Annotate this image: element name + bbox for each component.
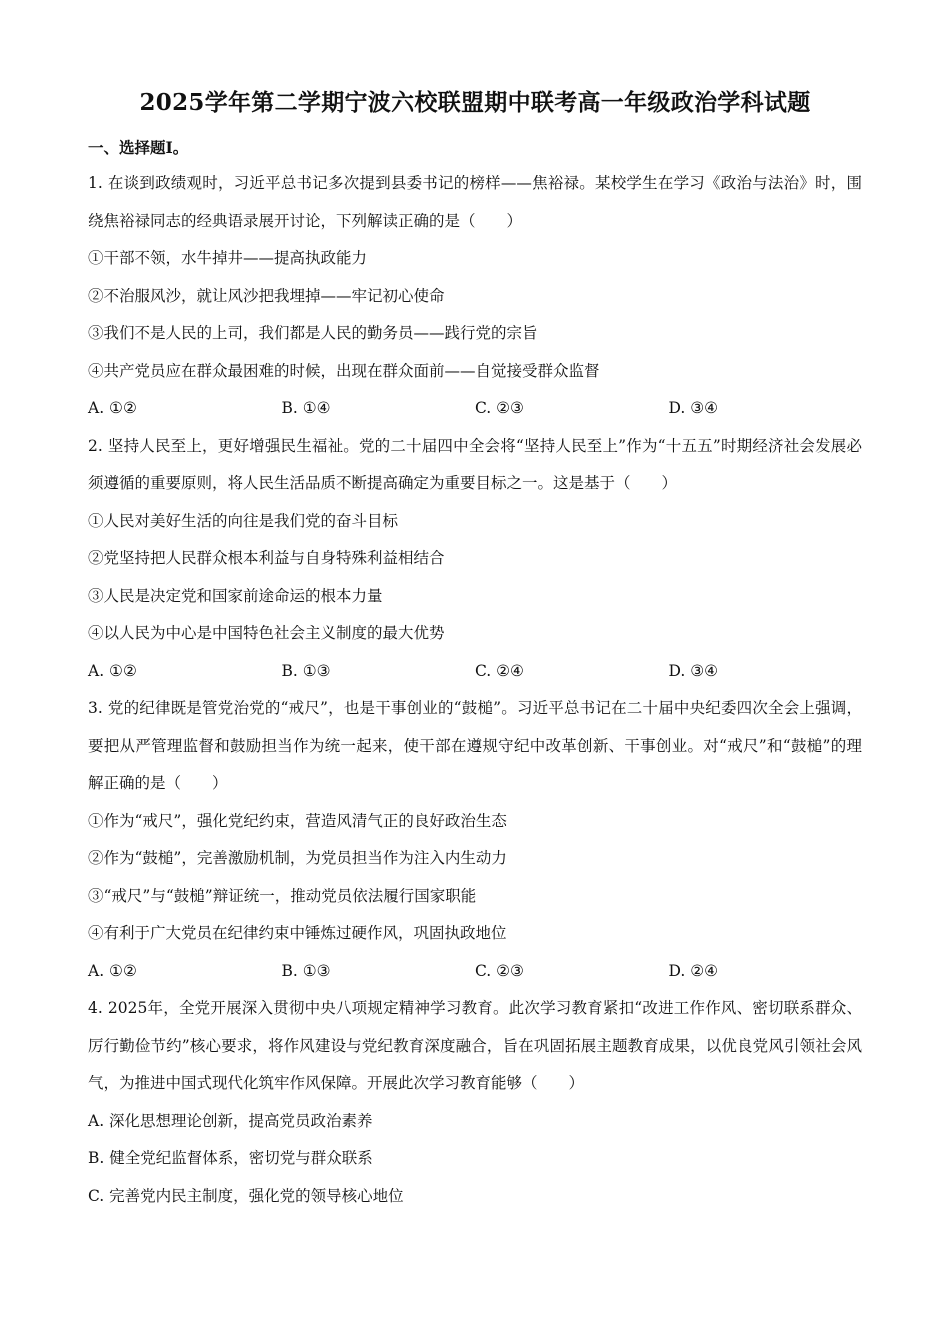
statement-2: ②不治服风沙，就让风沙把我埋掉——牢记初心使命 — [88, 286, 445, 305]
statement-2: ②作为“鼓槌”，完善激励机制，为党员担当作为注入内生动力 — [88, 849, 507, 867]
statement-2: ②党坚持把人民群众根本利益与自身特殊利益相结合 — [88, 549, 445, 567]
question-stem: 4. 2025年，全党开展深入贯彻中央八项规定精神学习教育。此次学习教育紧扣“改进工作作风、密切联系群众、厉行勤俭节约”核心要求，将作风建设与党纪教育深度融合，旨在巩固拓展主题教育成果，以优良党风引领社会风气，为推进中国式现代化筑牢作风保障。开展此次学习教育能够（ ） — [88, 999, 862, 1092]
statement-4: ④有利于广大党员在纪律约束中锤炼过硬作风，巩固执政地位 — [88, 924, 507, 942]
option-a: A. ①② — [88, 399, 137, 417]
option-c: C. 完善党内民主制度，强化党的领导核心地位 — [88, 1186, 404, 1205]
option-d: D. ③④ — [668, 661, 719, 680]
option-c: C. ②③ — [475, 961, 524, 980]
question-3 — [88, 690, 862, 990]
answer-options — [88, 953, 862, 991]
question-2 — [88, 428, 862, 691]
statement-4: ④共产党员应在群众最困难的时候，出现在群众面前——自觉接受群众监督 — [88, 361, 600, 380]
statement-3: ③我们不是人民的上司，我们都是人民的勤务员——践行党的宗旨 — [88, 324, 538, 342]
option-a: A. 深化思想理论创新，提高党员政治素养 — [88, 1111, 373, 1130]
question-stem: 3. 党的纪律既是管党治党的“戒尺”，也是干事创业的“鼓槌”。习近平总书记在二十届中央纪委四次全会上强调，要把从严管理监督和鼓励担当作为统一起来，使干部在遵规守纪中改革创新、干事创业。对“戒尺”和“鼓槌”的理解正确的是（ ） — [88, 699, 862, 792]
option-d: D. ②④ — [668, 961, 719, 980]
statement-1: ①作为“戒尺”，强化党纪约束，营造风清气正的良好政治生态 — [88, 811, 507, 830]
option-c: C. ②③ — [475, 399, 524, 417]
option-b: B. ①③ — [281, 961, 331, 980]
option-a: A. ①② — [88, 661, 137, 680]
option-a: A. ①② — [88, 961, 137, 980]
option-c: C. ②④ — [475, 661, 524, 680]
option-b: B. 健全党纪监督体系，密切党与群众联系 — [88, 1149, 373, 1167]
exam-title: 2025学年第二学期宁波六校联盟期中联考高一年级政治学科试题 — [139, 89, 811, 116]
statement-1: ①人民对美好生活的向往是我们党的奋斗目标 — [88, 511, 399, 530]
option-b: B. ①④ — [281, 399, 331, 417]
question-stem: 1. 在谈到政绩观时，习近平总书记多次提到县委书记的榜样——焦裕禄。某校学生在学习《政治与法治》时，围绕焦裕禄同志的经典语录展开讨论，下列解读正确的是（ ） — [88, 174, 862, 230]
question-stem: 2. 坚持人民至上，更好增强民生福祉。党的二十届四中全会将“坚持人民至上”作为“十五五”时期经济社会发展必须遵循的重要原则，将人民生活品质不断提高确定为重要目标之一。这是基于（ ） — [88, 436, 862, 492]
question-1 — [88, 165, 862, 428]
statement-1: ①干部不领，水牛掉井——提高执政能力 — [88, 249, 368, 267]
section-heading: 一、选择题Ⅰ。 — [88, 138, 189, 157]
answer-options — [88, 390, 862, 428]
statement-3: ③人民是决定党和国家前途命运的根本力量 — [88, 586, 383, 605]
option-b: B. ①③ — [281, 661, 331, 680]
answer-options — [88, 653, 862, 691]
statement-3: ③“戒尺”与“鼓槌”辩证统一，推动党员依法履行国家职能 — [88, 886, 477, 905]
option-d: D. ③④ — [668, 399, 719, 417]
statement-4: ④以人民为中心是中国特色社会主义制度的最大优势 — [88, 624, 445, 642]
question-4 — [88, 990, 862, 1215]
